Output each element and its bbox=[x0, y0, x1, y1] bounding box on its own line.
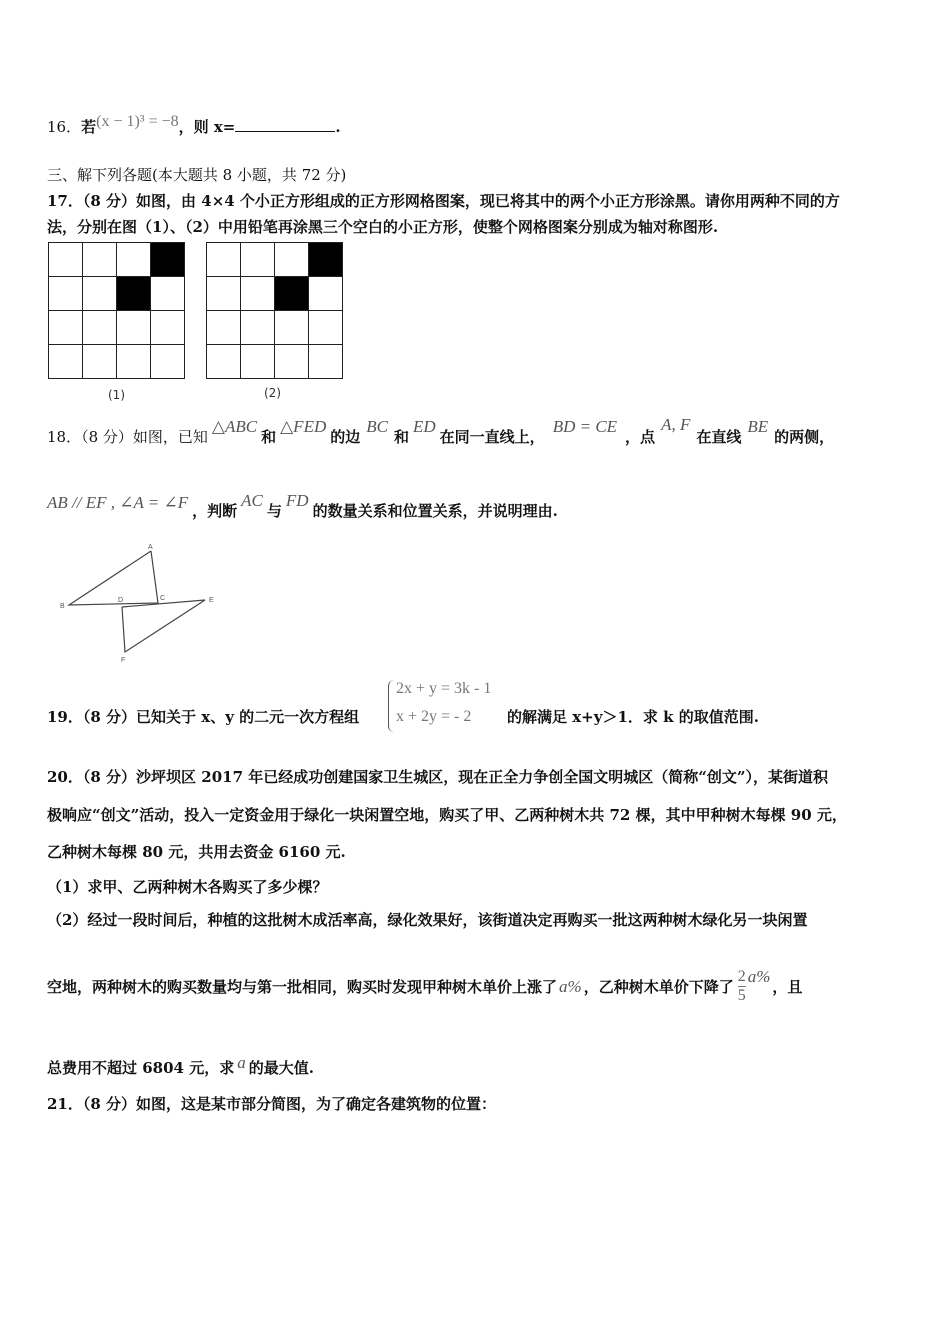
grid1-cell[interactable] bbox=[49, 311, 83, 345]
grid2-cell[interactable] bbox=[309, 311, 343, 345]
grid2-cell[interactable] bbox=[207, 345, 241, 379]
q18-text-3: 在同一直线上， bbox=[439, 428, 545, 446]
q20-line6-c: ，且 bbox=[772, 978, 803, 996]
q18-text-7: ，判断 bbox=[192, 502, 238, 520]
grid1-cell[interactable] bbox=[49, 345, 83, 379]
q20-line3: 乙种树木每棵 80 元，共用去资金 6160 元. bbox=[47, 843, 346, 861]
q17-caption-2: (2) bbox=[264, 386, 281, 400]
grid2-cell[interactable] bbox=[207, 277, 241, 311]
q21-text: 21．（8 分）如图，这是某市部分简图，为了确定各建筑物的位置： bbox=[47, 1095, 497, 1113]
q16-ze: ，则 x= bbox=[178, 118, 236, 136]
q17-line2: 法，分别在图（1）、（2）中用铅笔再涂黑三个空白的小正方形，使整个网格图案分别成为轴对称图形. bbox=[47, 218, 719, 236]
q18-condition: AB // EF , ∠A = ∠F bbox=[47, 493, 189, 512]
q18-text-4: ，点 bbox=[625, 428, 656, 446]
q18-be: BE bbox=[747, 417, 769, 436]
q18-he-2: 和 bbox=[393, 428, 409, 446]
q17-caption-1: (1) bbox=[108, 388, 125, 402]
grid1-cell[interactable] bbox=[117, 243, 151, 277]
q17-grid-2[interactable] bbox=[206, 242, 343, 379]
q20-line7-b: 的最大值. bbox=[248, 1059, 314, 1077]
q18-bc: BC bbox=[366, 417, 388, 436]
q16-number: 16． bbox=[47, 118, 82, 136]
q18-line2 bbox=[47, 491, 558, 521]
q18-label-f: F bbox=[121, 657, 126, 664]
q18-text-2: 的边 bbox=[330, 428, 361, 446]
grid1-cell[interactable] bbox=[151, 345, 185, 379]
q17-line1: 17．（8 分）如图，由 4×4 个小正方形组成的正方形网格图案，现已将其中的两个小正方形涂黑。请你用两种不同的方 bbox=[47, 192, 840, 210]
q20-frac-numerator: 2 bbox=[737, 968, 746, 985]
q20-line6 bbox=[47, 968, 802, 1005]
grid2-cell[interactable] bbox=[309, 345, 343, 379]
q18-label-d: D bbox=[118, 597, 124, 604]
q18-ed: ED bbox=[413, 417, 436, 436]
grid2-cell[interactable] bbox=[241, 243, 275, 277]
q18-label-e: E bbox=[209, 597, 214, 604]
q19-equation-2: x + 2y = - 2 bbox=[396, 708, 472, 725]
grid1-cell[interactable] bbox=[83, 277, 117, 311]
q16-answer-blank[interactable] bbox=[235, 117, 335, 132]
grid1-cell[interactable] bbox=[117, 345, 151, 379]
grid1-cell[interactable] bbox=[151, 311, 185, 345]
q18-text-1: 18．（8 分）如图，已知 bbox=[47, 428, 208, 446]
grid2-cell[interactable] bbox=[241, 345, 275, 379]
q20-line7-a: 总费用不超过 6804 元，求 bbox=[47, 1059, 235, 1077]
q18-triangle-abc: △ABC bbox=[211, 417, 258, 436]
q20-line6-a: 空地，两种树木的购买数量均与第一批相同，购买时发现甲种树木单价上涨了 bbox=[47, 978, 558, 996]
q20-frac-denominator: 5 bbox=[737, 987, 746, 1004]
q18-bd-ce: BD = CE bbox=[552, 417, 618, 436]
section3-title: 三、解下列各题(本大题共 8 小题，共 72 分) bbox=[47, 166, 347, 184]
q18-af: A, F bbox=[661, 415, 691, 434]
q20-line7 bbox=[47, 1053, 314, 1078]
q16-expression: (x − 1)³ = −8 bbox=[96, 113, 179, 130]
q18-label-a: A bbox=[148, 544, 153, 551]
grid2-cell[interactable] bbox=[275, 311, 309, 345]
q18-text-6: 的两侧， bbox=[774, 428, 835, 446]
grid1-cell[interactable] bbox=[151, 277, 185, 311]
q20-a-percent-2: a% bbox=[747, 966, 771, 986]
q20-line2: 极响应“创文”活动，投入一定资金用于绿化一块闲置空地，购买了甲、乙两种树木共 72 棵，其中甲种树木每棵 90 元， bbox=[47, 806, 847, 824]
grid1-cell[interactable] bbox=[49, 277, 83, 311]
q20-a: a bbox=[237, 1053, 246, 1072]
grid1-cell[interactable] bbox=[83, 345, 117, 379]
q18-ac: AC bbox=[241, 491, 263, 510]
grid2-cell-black bbox=[275, 277, 309, 311]
grid1-cell[interactable] bbox=[83, 311, 117, 345]
q17-grid-1[interactable] bbox=[48, 242, 185, 379]
q18-triangle-abc-shape bbox=[69, 551, 158, 605]
q19-equation-1: 2x + y = 3k - 1 bbox=[396, 680, 492, 697]
q20-a-percent: a% bbox=[559, 976, 582, 996]
q16 bbox=[47, 113, 341, 137]
grid1-cell-black bbox=[117, 277, 151, 311]
grid2-cell[interactable] bbox=[275, 345, 309, 379]
q16-end: . bbox=[335, 118, 341, 136]
grid2-cell[interactable] bbox=[275, 243, 309, 277]
grid1-cell[interactable] bbox=[49, 243, 83, 277]
q18-yu: 与 bbox=[266, 502, 282, 520]
grid2-cell[interactable] bbox=[207, 243, 241, 277]
grid2-cell[interactable] bbox=[241, 311, 275, 345]
q18-label-b: B bbox=[60, 603, 65, 610]
grid1-cell[interactable] bbox=[83, 243, 117, 277]
q20-fraction bbox=[738, 968, 746, 1005]
q18-he-1: 和 bbox=[261, 428, 277, 446]
q18-fd: FD bbox=[285, 491, 309, 510]
q20-sub2: （2）经过一段时间后，种植的这批树木成活率高，绿化效果好，该街道决定再购买一批这两种树木绿化另一块闲置 bbox=[47, 911, 808, 929]
q19-text-2: 的解满足 x+y＞1．求 k 的取值范围. bbox=[507, 708, 759, 726]
q18-text-5: 在直线 bbox=[696, 428, 742, 446]
q18-triangle-fed: △FED bbox=[280, 417, 327, 436]
q20-line6-b: ，乙种树木单价下降了 bbox=[583, 978, 734, 996]
q18-label-c: C bbox=[160, 595, 166, 602]
grid2-cell-black bbox=[309, 243, 343, 277]
q20-line1: 20．（8 分）沙坪坝区 2017 年已经成功创建国家卫生城区，现在正全力争创全国文明城区（简称“创文”），某街道积 bbox=[47, 768, 828, 786]
q18-line1 bbox=[47, 415, 835, 447]
q18-text-8: 的数量关系和位置关系，并说明理由. bbox=[312, 502, 558, 520]
q18-figure bbox=[55, 540, 225, 665]
grid2-cell[interactable] bbox=[207, 311, 241, 345]
grid1-cell[interactable] bbox=[117, 311, 151, 345]
q18-triangle-fed-shape bbox=[122, 600, 205, 652]
grid2-cell[interactable] bbox=[241, 277, 275, 311]
grid1-cell-black bbox=[151, 243, 185, 277]
q16-ruo: 若 bbox=[81, 118, 97, 136]
q20-sub1: （1）求甲、乙两种树木各购买了多少棵？ bbox=[47, 878, 328, 896]
grid2-cell[interactable] bbox=[309, 277, 343, 311]
q19-text-1: 19．（8 分）已知关于 x、y 的二元一次方程组 bbox=[47, 708, 360, 726]
